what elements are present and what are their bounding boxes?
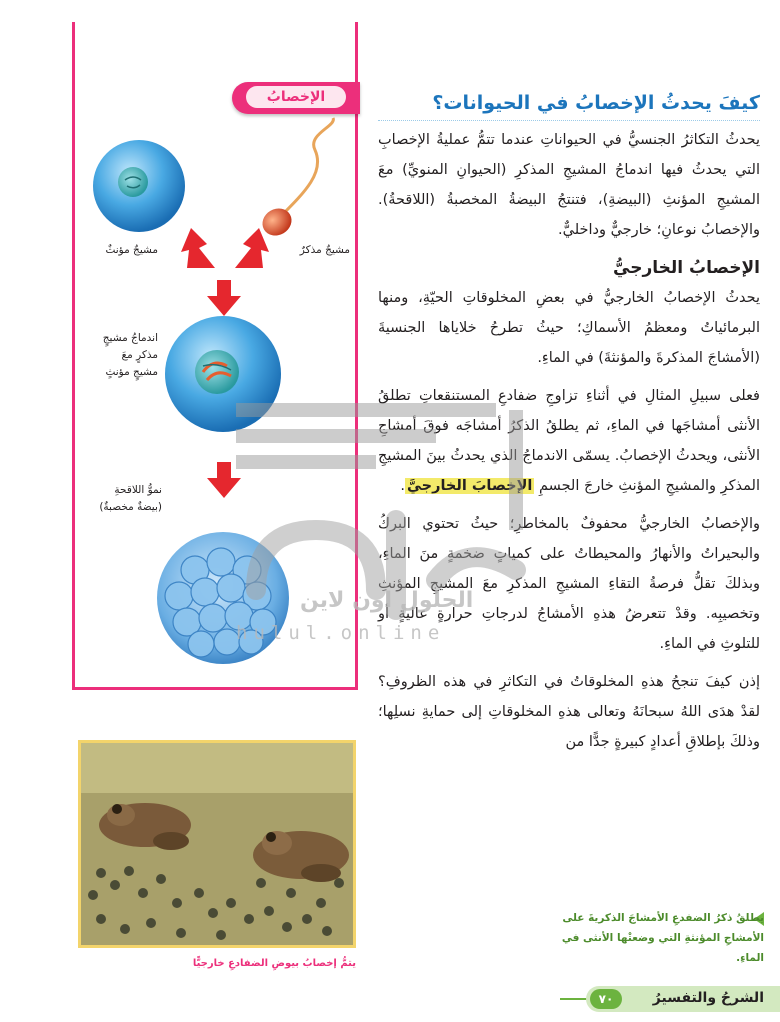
footer-tab	[586, 986, 780, 1012]
external-paragraph-3: والإخصابُ الخارجيُّ محفوفٌ بالمخاطرِ؛ حيثُ تحتوي البركُ والبحيراتُ والأنهارُ والمحيطاتُ على كمياتٍ ضخمةٍ منَ الماءِ، وبذلكَ تقلُّ فرصةُ التقاءِ المشيجِ المذكرِ معَ المشيجِ المؤنثِ وتخصيبِه. وقدْ تتعرضُ هذهِ الأمشاجُ لدرجاتِ حرارةٍ عاليةٍ أو للتلوثِ في الماءِ.	[378, 516, 760, 652]
label-male-gamete: مشيجٌ مذكرٌ	[299, 244, 350, 256]
zygote-embryo	[157, 532, 289, 664]
male-gamete-sperm	[258, 118, 334, 241]
label-fusion	[76, 330, 158, 381]
footer-section-name: الشرحُ والتفسيرُ	[652, 990, 764, 1006]
main-text-column	[378, 88, 760, 765]
section-title: كيفَ يحدثُ الإخصابُ في الحيوانات؟	[378, 88, 760, 121]
page-number: ٧٠	[590, 989, 622, 1009]
label-fusion-line: اندماجُ مشيجٍ	[102, 332, 158, 344]
label-fusion-line: مذكرٍ معَ	[121, 349, 158, 361]
paragraph-text: .	[400, 478, 406, 494]
figure-title-tab	[232, 82, 360, 114]
watermark-latin: hulul.online	[236, 622, 446, 644]
label-zygote-line: نموُّ اللاقحةِ	[114, 484, 162, 496]
frog-eggs-image	[81, 743, 353, 945]
highlighted-term: الإخصابَ الخارجيَّ	[407, 478, 533, 494]
female-gamete-egg	[93, 140, 185, 232]
photo-callout: يطلقُ ذكرُ الضفدعِ الأمشاجَ الذكريةَ على الأمشاجِ المؤنثةِ التي وضعتْها الأنثى في الماءِ.	[561, 912, 764, 964]
frog-photo	[78, 740, 356, 948]
fused-cell	[165, 316, 281, 432]
external-paragraph-1: يحدثُ الإخصابُ الخارجيُّ في بعضِ المخلوقاتِ الحيّةِ، ومنها البرمائياتُ ومعظمُ الأسماكِ؛ حيثُ تطرحُ خلاياها الجنسيةَ (الأمشاجَ المذكرةَ والمؤنثةَ) في الماءِ.	[378, 290, 760, 366]
label-female-gamete: مشيجٌ مؤنثٌ	[105, 244, 158, 256]
paragraph-text: فعلى سبيلِ المثالِ في أثناءِ تزاوجِ ضفادعِ المستنقعاتِ تطلقُ الأنثى أمشاجَها في الماءِ، ثم يطلقُ الذكرُ أمشاجَه فوقَ أمشاجِ الأنثى، ويحدثُ الإخصابُ. يسمّى الاندماجُ الذي يحدثُ بينَ المشيجِ المذكرِ والمشيجِ المؤنثِ خارجَ الجسمِ	[378, 388, 760, 494]
watermark-arabic: الحلول اون لاين	[300, 588, 474, 613]
external-paragraph-4: إذن كيفَ تنجحُ هذهِ المخلوقاتُ في التكاثرِ في هذه الظروفِ؟ لقدْ هدَى اللهُ سبحانَهُ وتعالى هذهِ المخلوقاتِ إلى حمايةِ نسلِها؛ وذلكَ بإطلاقِ أعدادٍ كبيرةٍ جدًّا من	[378, 674, 760, 750]
label-zygote-line: (بيضةٌ مخصبةٌ)	[99, 501, 162, 513]
figure-title: الإخصابُ	[246, 86, 346, 108]
external-fertilization-title: الإخصابُ الخارجيُّ	[613, 258, 760, 278]
intro-paragraph: يحدثُ التكاثرُ الجنسيُّ في الحيواناتِ عندما تتمُّ عمليةُ الإخصابِ التي يحدثُ فيها اندماجُ المشيجِ المذكرِ (الحيوانِ المنويِّ) معَ المشيجِ المؤنثِ (البيضةِ)، فتنتجُ البيضةُ المخصبةُ (اللاقحةُ). والإخصابُ نوعانِ؛ خارجيٌّ وداخليٌّ.	[378, 132, 760, 238]
external-paragraph-2	[378, 381, 760, 501]
label-fusion-line: مشيجٍ مؤنثٍ	[105, 366, 158, 378]
label-zygote	[76, 482, 162, 516]
photo-caption: يتمُّ إخصابُ بيوضِ الضفادعِ خارجيًّا	[192, 958, 356, 969]
